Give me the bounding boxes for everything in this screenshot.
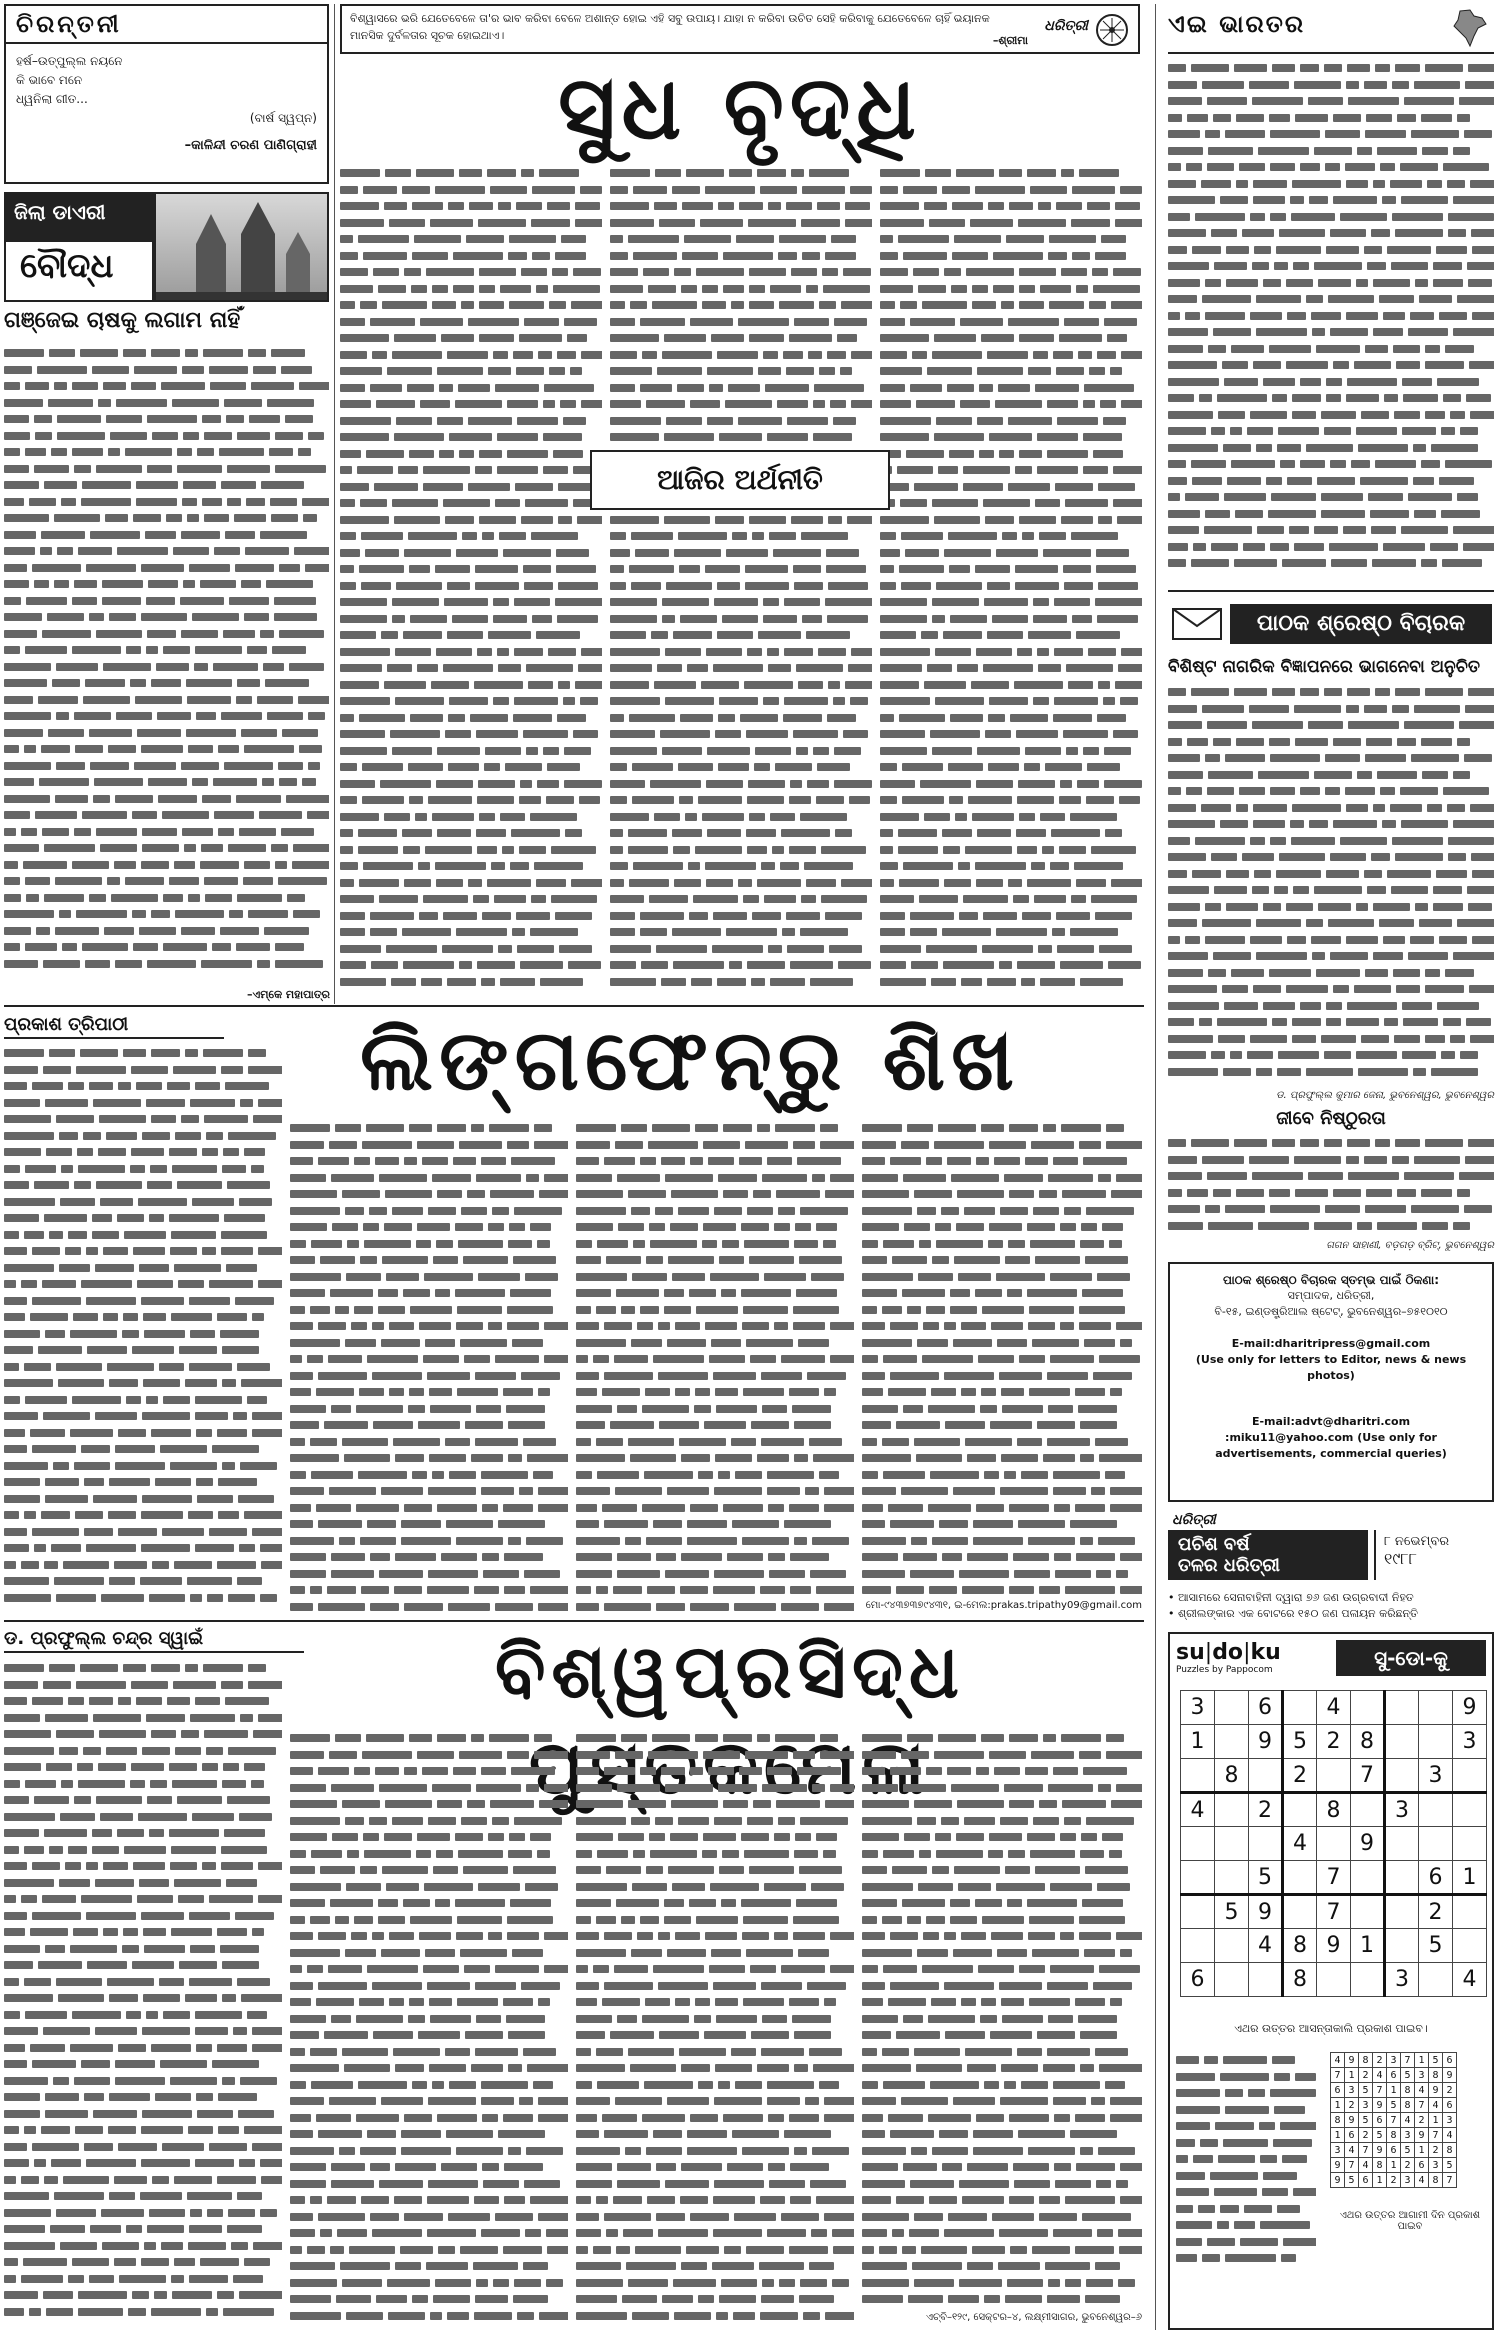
sudoku-cell[interactable]: 6 (1181, 1963, 1215, 1997)
answer-cell: 2 (1415, 2113, 1429, 2128)
sudoku-cell[interactable]: 5 (1215, 1895, 1249, 1929)
sudoku-cell[interactable]: 4 (1317, 1691, 1351, 1725)
answer-row (1331, 2113, 1457, 2128)
answer-cell: 4 (1359, 2158, 1373, 2173)
address-line: ସମ୍ପାଦକ, ଧରିତ୍ରୀ, (1287, 1289, 1375, 1302)
sudoku-cell[interactable] (1351, 1895, 1385, 1929)
letter2-headline: ଜୀବେ ନିଷ୍ଠୁରତା (1276, 1108, 1386, 1129)
sudoku-cell[interactable]: 5 (1283, 1725, 1317, 1759)
dharitri-logo: ଧରିତ୍ରୀ (1044, 18, 1088, 34)
sudoku-cell[interactable] (1385, 1929, 1419, 1963)
years-ago-list (1168, 1590, 1494, 1622)
answer-cell: 1 (1429, 2113, 1443, 2128)
answer-cell: 9 (1443, 2068, 1457, 2083)
answer-cell: 3 (1401, 2173, 1415, 2188)
sudoku-cell[interactable] (1181, 1759, 1215, 1793)
sudoku-cell[interactable]: 9 (1453, 1691, 1487, 1725)
answer-cell: 9 (1331, 2158, 1345, 2173)
sudoku-cell[interactable]: 4 (1249, 1929, 1283, 1963)
sudoku-cell[interactable] (1317, 1963, 1351, 1997)
sudoku-cell[interactable] (1215, 1929, 1249, 1963)
article2-byline: ପ୍ରକାଶ ତ୍ରିପାଠୀ (4, 1014, 224, 1039)
poem-line: କି ଭାବେ ମନେ (16, 73, 83, 87)
answer-cell: 9 (1373, 2143, 1387, 2158)
divider (4, 1620, 1144, 1622)
sudoku-cell[interactable]: 9 (1317, 1929, 1351, 1963)
zila-body (4, 345, 329, 985)
answer-cell: 7 (1373, 2083, 1387, 2098)
answer-cell: 2 (1429, 2143, 1443, 2158)
answer-cell: 7 (1345, 2158, 1359, 2173)
answer-cell: 1 (1345, 2068, 1359, 2083)
sudoku-cell[interactable]: 6 (1419, 1861, 1453, 1895)
divider (1168, 590, 1494, 592)
email-advt-note: :miku11@yahoo.com (Use only for advertisements, commercial queries) (1215, 1431, 1447, 1460)
answer-cell: 2 (1443, 2083, 1457, 2098)
sudoku-cell[interactable]: 9 (1249, 1895, 1283, 1929)
answer-cell: 5 (1401, 2143, 1415, 2158)
sudoku-cell[interactable] (1215, 1691, 1249, 1725)
answer-cell: 1 (1415, 2143, 1429, 2158)
answer-cell: 8 (1443, 2143, 1457, 2158)
sudoku-cell[interactable]: 7 (1317, 1895, 1351, 1929)
sudoku-cell[interactable] (1453, 1929, 1487, 1963)
answer-cell: 8 (1331, 2113, 1345, 2128)
sudoku-cell[interactable] (1385, 1691, 1419, 1725)
sudoku-cell[interactable]: 5 (1419, 1929, 1453, 1963)
sudoku-box: su|do|ku Puzzles by Pappocom ସୁ-ଡୋ-କୁ 3 6 4 9 1 9 5 2 8 3 8 2 7 3 4 2 8 3 4 9 5 7 6 1 5 9 7 2 4 8 9 1 5 6 8 3 4 ଏଥର ଉତ୍ତର ଆସନ୍ତାକାଲି ପ୍ରକାଶ ପାଇବ। 4 9 8 2 3 7 1 5 6 7 1 2 4 6 5 3 8 9 6 3 5 7 1 8 4 9 2 1 2 3 9 5 8 7 4 6 8 9 5 6 7 4 2 1 3 1 6 2 5 8 3 9 7 4 3 4 7 9 6 5 1 2 8 9 7 4 8 1 2 6 3 5 9 5 6 1 2 3 4 8 7 ଏଥର ଉତ୍ତର ଆଗାମୀ ଦିନ ପ୍ରକାଶ ପାଇବ (1168, 1632, 1494, 2330)
answer-row (1331, 2053, 1457, 2068)
sudoku-cell[interactable] (1385, 1759, 1419, 1793)
sudoku-rules (1176, 2052, 1316, 2282)
sudoku-logo-part: ku (1250, 1640, 1281, 1665)
sudoku-cell[interactable]: 2 (1419, 1895, 1453, 1929)
answer-cell: 6 (1387, 2143, 1401, 2158)
sudoku-cell[interactable] (1351, 1861, 1385, 1895)
sudoku-cell[interactable] (1181, 1827, 1215, 1861)
sudoku-cell[interactable] (1215, 1861, 1249, 1895)
sudoku-cell[interactable]: 5 (1249, 1861, 1283, 1895)
sudoku-footer: ଏଥର ଉତ୍ତର ଆଗାମୀ ଦିନ ପ୍ରକାଶ ପାଇବ (1339, 2210, 1481, 2232)
article3-byline: ଡ. ପ୍ରଫୁଲ୍ଲ ଚନ୍ଦ୍ର ସ୍ୱାଇଁ (4, 1628, 304, 1653)
envelope-icon (1172, 608, 1222, 644)
article1-col3 (880, 165, 1142, 995)
sudoku-row (1181, 1793, 1487, 1827)
sudoku-cell[interactable]: 1 (1351, 1929, 1385, 1963)
answer-cell: 8 (1401, 2098, 1415, 2113)
answer-cell: 6 (1415, 2158, 1429, 2173)
answer-cell: 2 (1387, 2173, 1401, 2188)
sudoku-cell[interactable] (1419, 1793, 1453, 1827)
answer-cell: 7 (1429, 2128, 1443, 2143)
ajira-bharat-body (1168, 60, 1494, 585)
article2-footer: ମୋ-୯୪୩୭୩୭୯୪୩୧, ଇ-ମେଲ:prakas.tripathy09@gmail.com (865, 1600, 1142, 1611)
zila-byline: –ଏମ୍‌କେ ମହାପାତ୍ର (247, 988, 330, 1001)
answer-cell: 8 (1401, 2083, 1415, 2098)
quote-text: ବିଶ୍ୱାସରେ ଭରି ଯେତେବେଳେ ତା'ର ଭାବ କରିବା ବେଳେ ଅଶାନ୍ତ ହୋଇ ଏହି ସବୁ ଉପାୟ। ଯାହା ନ କରିବା ଉଚିତ ସେହି କରିବାକୁ ଯେତେବେଳେ ଚାହିଁ ଭୟାନକ ମାନସିକ ଦୁର୍ବଳତାର ସୂଚକ ହୋଇଥାଏ। (350, 12, 990, 42)
letter1-body (1168, 684, 1494, 1084)
answer-cell: 3 (1401, 2128, 1415, 2143)
answer-cell: 9 (1373, 2098, 1387, 2113)
sudoku-cell[interactable]: 4 (1181, 1793, 1215, 1827)
sudoku-cell[interactable] (1351, 1793, 1385, 1827)
answer-cell: 5 (1359, 2083, 1373, 2098)
sudoku-cell[interactable] (1453, 1895, 1487, 1929)
answer-cell: 8 (1359, 2053, 1373, 2068)
zila-diary-header (4, 192, 329, 302)
sudoku-cell[interactable] (1215, 1725, 1249, 1759)
sudoku-row (1181, 1759, 1487, 1793)
sudoku-cell[interactable] (1215, 1793, 1249, 1827)
sudoku-cell[interactable]: 1 (1181, 1725, 1215, 1759)
sudoku-cell[interactable] (1385, 1827, 1419, 1861)
answer-cell: 3 (1359, 2098, 1373, 2113)
sudoku-logo-sub: Puzzles by Pappocom (1176, 1665, 1273, 1675)
article3-col4 (862, 1730, 1142, 2310)
sudoku-cell[interactable]: 8 (1283, 1963, 1317, 1997)
years-ago-title2: ତଳର ଧରିତ୍ରୀ (1178, 1555, 1280, 1576)
answer-row (1331, 2068, 1457, 2083)
article2-col2 (290, 1120, 568, 1615)
sudoku-cell[interactable] (1181, 1895, 1215, 1929)
sudoku-cell[interactable]: 6 (1249, 1691, 1283, 1725)
answer-cell: 9 (1415, 2128, 1429, 2143)
answer-cell: 5 (1345, 2173, 1359, 2188)
letter1-author: ଡ. ପ୍ରଫୁଲ୍ଲ କୁମାର ଜେନା, ଭୁବନେଶ୍ୱର, ଭୁବନେଶ୍ୱର (1276, 1090, 1494, 1101)
answer-cell: 6 (1331, 2083, 1345, 2098)
answer-cell: 6 (1359, 2173, 1373, 2188)
article3-col3 (576, 1730, 854, 2330)
answer-cell: 1 (1373, 2173, 1387, 2188)
ajira-bharat-header (1168, 4, 1494, 54)
sudoku-cell[interactable] (1419, 1691, 1453, 1725)
answer-cell: 4 (1401, 2113, 1415, 2128)
address-box (1168, 1262, 1494, 1502)
answer-cell: 8 (1387, 2128, 1401, 2143)
answer-cell: 5 (1387, 2098, 1401, 2113)
sudoku-answer-note: ଏଥର ଉତ୍ତର ଆସନ୍ତାକାଲି ପ୍ରକାଶ ପାଇବ। (1234, 2022, 1428, 2035)
answer-cell: 7 (1359, 2143, 1373, 2158)
sudoku-cell[interactable] (1419, 1827, 1453, 1861)
sudoku-cell[interactable]: 8 (1215, 1759, 1249, 1793)
sudoku-cell[interactable] (1283, 1895, 1317, 1929)
answer-cell: 6 (1345, 2128, 1359, 2143)
column-rule (1155, 4, 1156, 2330)
answer-cell: 5 (1429, 2053, 1443, 2068)
sudoku-cell[interactable] (1385, 1861, 1419, 1895)
letters-banner-title: ପାଠକ ଶ୍ରେଷ୍ଠ ବିଚାରକ (1230, 604, 1492, 644)
answer-cell: 1 (1415, 2053, 1429, 2068)
sudoku-cell[interactable]: 9 (1249, 1725, 1283, 1759)
answer-cell: 1 (1331, 2098, 1345, 2113)
sudoku-cell[interactable] (1419, 1963, 1453, 1997)
sudoku-cell[interactable] (1181, 1861, 1215, 1895)
article2-col4 (862, 1120, 1142, 1600)
answer-cell: 6 (1443, 2053, 1457, 2068)
answer-cell: 6 (1443, 2098, 1457, 2113)
sudoku-cell[interactable] (1419, 1725, 1453, 1759)
sudoku-cell[interactable]: 7 (1351, 1759, 1385, 1793)
answer-cell: 2 (1359, 2128, 1373, 2143)
sudoku-row (1181, 1827, 1487, 1861)
address-line: ବି-୧୫, ଇଣ୍ଡଷ୍ଟ୍ରିଆଲ ଷ୍ଟେଟ୍, ଭୁବନେଶ୍ୱର–୭୫୧୦୧୦ (1214, 1305, 1448, 1318)
answer-cell: 4 (1415, 2173, 1429, 2188)
answer-cell: 7 (1331, 2068, 1345, 2083)
poem-line: ହର୍ଷ–ଉତ୍ପୁଲ୍ଲ ନୟନେ (16, 54, 123, 68)
sudoku-row (1181, 1691, 1487, 1725)
sudoku-cell[interactable]: 2 (1317, 1725, 1351, 1759)
sudoku-cell[interactable]: 4 (1283, 1827, 1317, 1861)
answer-cell: 5 (1443, 2158, 1457, 2173)
sudoku-cell[interactable]: 8 (1317, 1793, 1351, 1827)
sudoku-row (1181, 1963, 1487, 1997)
section-label: ଆଜିର ଅର୍ଥନୀତି (657, 463, 823, 496)
sudoku-cell[interactable] (1385, 1725, 1419, 1759)
article1-col2 (610, 165, 872, 995)
answer-row (1331, 2128, 1457, 2143)
sudoku-cell[interactable] (1249, 1963, 1283, 1997)
zila-headline: ଗଞ୍ଜେଇ ଚାଷକୁ ଲଗାମ ନାହିଁ (4, 308, 241, 333)
answer-cell: 9 (1345, 2053, 1359, 2068)
india-map-icon (1448, 8, 1490, 54)
answer-cell: 8 (1429, 2173, 1443, 2188)
sudoku-cell[interactable] (1283, 1793, 1317, 1827)
sudoku-cell[interactable]: 2 (1283, 1759, 1317, 1793)
poem-line: (ବାର୍ଷ ସ୍ୱପ୍ନ) (249, 111, 317, 125)
sudoku-cell[interactable] (1453, 1827, 1487, 1861)
answer-cell: 8 (1429, 2068, 1443, 2083)
years-ago-box (1168, 1512, 1494, 1592)
poem-author: –କାଳିନ୍ଦୀ ଚରଣ ପାଣିଗ୍ରାହୀ (184, 138, 317, 153)
answer-cell: 3 (1387, 2053, 1401, 2068)
sudoku-row (1181, 1929, 1487, 1963)
answer-cell: 2 (1401, 2158, 1415, 2173)
answer-cell: 7 (1415, 2098, 1429, 2113)
answer-cell: 7 (1401, 2053, 1415, 2068)
answer-cell: 4 (1345, 2143, 1359, 2158)
letter2-body (1168, 1135, 1494, 1235)
article2-col3 (576, 1120, 854, 1615)
years-ago-item: • ଆସାମରେ ସେନାବାହିନୀ ଦ୍ୱାରା ୭୬ ଜଣ ଉଗ୍ରବାଦୀ ନିହତ (1168, 1591, 1414, 1604)
district-name: ବୌଦ୍ଧ (20, 246, 114, 286)
sudoku-answer-grid (1330, 2052, 1457, 2188)
address-title: ପାଠକ ଶ୍ରେଷ୍ଠ ବିଚାରକ ସ୍ତମ୍ଭ ପାଇଁ ଠିକଣା: (1222, 1273, 1440, 1287)
email-editor[interactable]: E-mail:dharitripress@gmail.com (1231, 1337, 1431, 1350)
sudoku-cell[interactable] (1215, 1827, 1249, 1861)
years-ago-title1: ପଚିଶ ବର୍ଷ (1178, 1534, 1250, 1555)
letters-banner (1168, 600, 1494, 648)
sudoku-cell[interactable] (1317, 1759, 1351, 1793)
answer-cell: 9 (1429, 2083, 1443, 2098)
sudoku-cell[interactable] (1317, 1827, 1351, 1861)
sudoku-cell[interactable] (1283, 1691, 1317, 1725)
answer-cell: 1 (1387, 2158, 1401, 2173)
article3-col1 (4, 1660, 282, 2330)
sudoku-row (1181, 1861, 1487, 1895)
sudoku-cell[interactable]: 8 (1283, 1929, 1317, 1963)
quote-box (340, 4, 1140, 54)
answer-cell: 2 (1359, 2068, 1373, 2083)
sudoku-row (1181, 1895, 1487, 1929)
years-ago-logo: ଧରିତ୍ରୀ (1172, 1512, 1216, 1528)
sudoku-cell[interactable]: 3 (1419, 1759, 1453, 1793)
chirantani-box (4, 4, 329, 184)
answer-cell: 2 (1373, 2053, 1387, 2068)
sudoku-cell[interactable] (1453, 1759, 1487, 1793)
answer-cell: 3 (1429, 2158, 1443, 2173)
quote-author: –ଶ୍ରୀମା (992, 34, 1028, 47)
answer-cell: 4 (1443, 2128, 1457, 2143)
zila-diary-label: ଜିଲା ଡାଏରୀ (6, 194, 152, 242)
article1-title: ସୁଧ ବୃଦ୍ଧି (558, 56, 922, 159)
answer-row (1331, 2158, 1457, 2173)
answer-cell: 1 (1387, 2083, 1401, 2098)
sudoku-logo-part: do (1212, 1640, 1244, 1665)
sudoku-title: ସୁ-ଡୋ-କୁ (1336, 1640, 1486, 1676)
answer-cell: 3 (1443, 2113, 1457, 2128)
answer-cell: 3 (1345, 2083, 1359, 2098)
sudoku-cell[interactable] (1215, 1963, 1249, 1997)
answer-row (1331, 2173, 1457, 2188)
answer-cell: 4 (1429, 2098, 1443, 2113)
article2-col1 (4, 1045, 282, 1615)
article2-title: ଲିଙ୍ଗଫେନ୍‌ରୁ ଶିଖ (360, 1011, 1020, 1109)
answer-cell: 4 (1331, 2053, 1345, 2068)
answer-cell: 5 (1373, 2128, 1387, 2143)
answer-cell: 5 (1359, 2113, 1373, 2128)
sudoku-cell[interactable]: 7 (1317, 1861, 1351, 1895)
email-advt[interactable]: E-mail:advt@dharitri.com (1251, 1415, 1411, 1428)
sudoku-cell[interactable]: 1 (1453, 1861, 1487, 1895)
answer-cell: 6 (1387, 2068, 1401, 2083)
article3-footer: ଏଚ୍‌ବି–୧୨୯, ସେକ୍ଟର–୪, ଲକ୍ଷ୍ମୀସାଗର, ଭୁବନେଶ୍ୱର–୬ (926, 2312, 1142, 2323)
letter2-author: ଗଗନ ସାହାଣୀ, ବଡ଼ଗଡ଼ ବ୍ରିଟ୍, ଭୁବନେଶ୍ୱର (1326, 1240, 1494, 1251)
sudoku-grid[interactable] (1180, 1690, 1487, 1997)
answer-row (1331, 2098, 1457, 2113)
years-ago-date1: ୮ ନଭେମ୍ବର (1384, 1534, 1450, 1549)
article3-title: ବିଶ୍ୱପ୍ରସିଦ୍ଧ (494, 1629, 966, 1715)
answer-cell: 8 (1373, 2158, 1387, 2173)
sudoku-cell[interactable]: 4 (1453, 1963, 1487, 1997)
answer-row (1331, 2143, 1457, 2158)
sudoku-cell[interactable] (1351, 1963, 1385, 1997)
answer-cell: 4 (1415, 2083, 1429, 2098)
wheel-icon (1096, 14, 1128, 46)
answer-cell: 1 (1331, 2128, 1345, 2143)
temple-image (154, 192, 329, 302)
answer-cell: 3 (1331, 2143, 1345, 2158)
chirantani-title: ଚିରନ୍ତନୀ (6, 6, 327, 44)
ajira-bharat-title: ଏଇ ଭାରତର (1168, 10, 1306, 38)
sudoku-cell[interactable]: 3 (1453, 1725, 1487, 1759)
article3-col2 (290, 1730, 568, 2330)
answer-cell: 6 (1373, 2113, 1387, 2128)
sudoku-cell[interactable] (1249, 1827, 1283, 1861)
sudoku-logo-part: su (1176, 1640, 1205, 1665)
section-label-box (590, 450, 890, 510)
letter1-headline: ବିଶିଷ୍ଟ ନାଗରିକ ବିଜ୍ଞାପନରେ ଭାଗନେବା ଅନୁଚିତ (1168, 657, 1480, 677)
answer-cell: 5 (1401, 2068, 1415, 2083)
answer-cell: 9 (1331, 2173, 1345, 2188)
column-rule (334, 4, 335, 1004)
sudoku-cell[interactable]: 2 (1249, 1793, 1283, 1827)
sudoku-cell[interactable] (1181, 1929, 1215, 1963)
sudoku-cell[interactable] (1283, 1861, 1317, 1895)
answer-cell: 7 (1443, 2173, 1457, 2188)
sudoku-cell[interactable] (1453, 1793, 1487, 1827)
sudoku-cell[interactable]: 3 (1181, 1691, 1215, 1725)
sudoku-cell[interactable] (1351, 1691, 1385, 1725)
years-ago-item: • ଶ୍ରୀଲଙ୍କାର ଏକ ବୋଟରେ ୧୫୦ ଜଣ ପଳାୟନ କରିଛନ୍ତି (1168, 1607, 1418, 1620)
poem-line: ଧ୍ୱନିଲା ଗୀତ... (16, 92, 88, 106)
email-editor-note: (Use only for letters to Editor, news & news photos) (1195, 1353, 1467, 1382)
answer-cell: 9 (1345, 2113, 1359, 2128)
article1-col1 (340, 165, 602, 995)
sudoku-row (1181, 1725, 1487, 1759)
sudoku-cell[interactable]: 8 (1351, 1725, 1385, 1759)
years-ago-date2: ୧୯୮୮ (1384, 1549, 1417, 1568)
answer-row (1331, 2083, 1457, 2098)
sudoku-cell[interactable] (1385, 1895, 1419, 1929)
answer-cell: 4 (1373, 2068, 1387, 2083)
sudoku-cell[interactable] (1249, 1759, 1283, 1793)
sudoku-cell[interactable]: 3 (1385, 1963, 1419, 1997)
answer-cell: 3 (1415, 2068, 1429, 2083)
sudoku-cell[interactable]: 9 (1351, 1827, 1385, 1861)
answer-cell: 2 (1345, 2098, 1359, 2113)
answer-cell: 7 (1387, 2113, 1401, 2128)
sudoku-cell[interactable]: 3 (1385, 1793, 1419, 1827)
divider (4, 1005, 1144, 1007)
